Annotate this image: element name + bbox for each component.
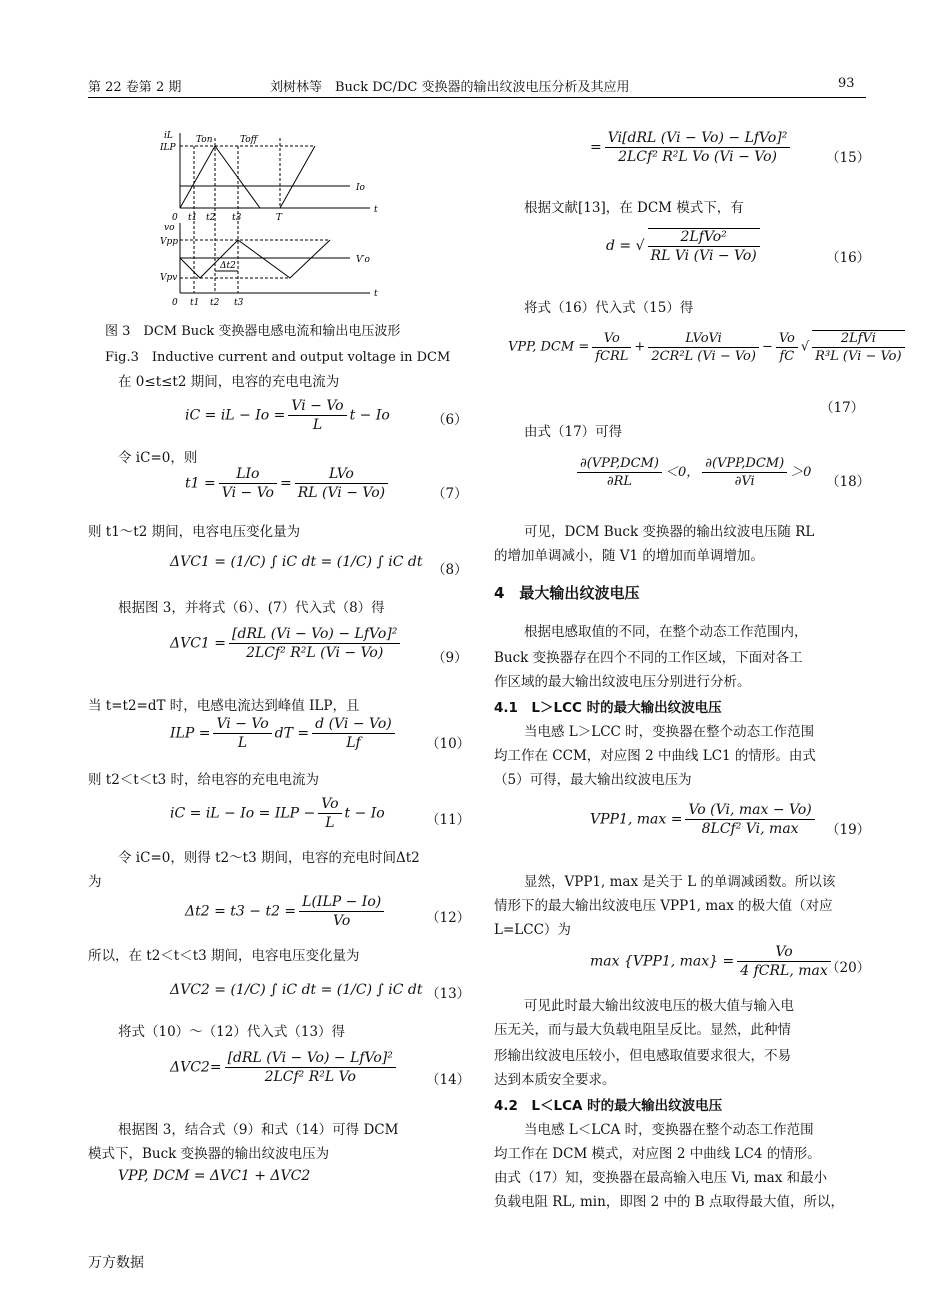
right-para-4: 可见，DCM Buck 变换器的输出纹波电压随 RL <box>524 524 815 540</box>
right-para-9b: 均工作在 DCM 模式，对应图 2 中曲线 LC4 的情形。 <box>494 1146 821 1162</box>
left-para-7b: 为 <box>88 874 102 890</box>
equation-number-11: （11） <box>426 812 471 828</box>
right-para-5b: Buck 变换器存在四个不同的工作区域，下面对各工 <box>494 650 803 666</box>
label-ILP: ILP <box>160 143 176 153</box>
right-para-6b: 均工作在 CCM，对应图 2 中曲线 LC1 的情形。由式 <box>494 748 816 764</box>
figure-3-waveforms <box>160 128 420 308</box>
equation-number-9: （9） <box>432 650 468 666</box>
equation-18: $\frac{\text{∂(VPP,DCM)}}{\partial RL}$ ＜0， $\frac{\text{∂(VPP,DCM)}}{\partial Vi}$ ＞0 <box>574 456 811 489</box>
equation-6: iC = iL − Io = $\frac{Vi - Vo}{L}$ t − Io <box>185 398 390 433</box>
equation-10: ILP = $\frac{Vi - Vo}{L}$ dT = $\frac{d (Vi - Vo)}{Lf}$ <box>170 716 398 751</box>
equation-16: d = √ $\frac{\text{2LfVo²}}{\text{RL Vi (Vi − Vo)}}$ <box>606 228 763 264</box>
right-para-8c: 形输出纹波电压较小，但电感取值要求很大，不易 <box>494 1048 791 1064</box>
label-t3-top: t3 <box>232 213 242 223</box>
right-para-4b: 的增加单调减小，随 V1 的增加而单调增加。 <box>494 548 764 564</box>
equation-number-17: （17） <box>820 400 865 416</box>
label-vo: vo <box>164 223 175 233</box>
page-number: 93 <box>838 76 855 91</box>
right-para-7b: 情形下的最大输出纹波电压 VPP1, max 的极大值（对应 <box>494 898 833 914</box>
label-t3-bottom: t3 <box>234 298 244 308</box>
equation-13: ΔVC2 = (1/C) ∫ iC dt = (1/C) ∫ iC dt <box>170 982 423 998</box>
left-para-4: 根据图 3，并将式（6）、(7）代入式（8）得 <box>118 600 385 616</box>
label-Vo-prime: V′o <box>356 255 370 265</box>
right-para-3: 由式（17）可得 <box>524 424 623 440</box>
section-4-2-heading: 4.2 L＜LCA 时的最大输出纹波电压 <box>494 1098 723 1114</box>
label-t1-bottom: t1 <box>190 298 200 308</box>
left-para-9: 将式（10）～（12）代入式（13）得 <box>118 1024 346 1040</box>
left-para-1: 在 0≤t≤t2 期间，电容的充电电流为 <box>118 374 340 390</box>
right-para-8: 可见此时最大输出纹波电压的极大值与输入电 <box>524 998 794 1014</box>
right-para-5c: 作区域的最大输出纹波电压分别进行分析。 <box>494 674 751 690</box>
label-t-top: t <box>374 205 378 215</box>
equation-number-16: （16） <box>826 250 871 266</box>
equation-12: Δt2 = t3 − t2 = $\frac{\text{L(ILP − Io)}}{Vo}$ <box>185 894 387 929</box>
equation-vpp-dcm: VPP, DCM = ΔVC1 + ΔVC2 <box>118 1168 311 1184</box>
figure-caption-en: Fig.3 Inductive current and output voltage in DCM <box>105 350 451 365</box>
label-t-bottom: t <box>374 289 378 299</box>
equation-7: t1 = $\frac{\text{LIo}}{Vi - Vo}$ = $\frac{\text{LVo}}{RL (Vi - Vo)}$ <box>185 466 391 501</box>
right-para-8b: 压无关，而与最大负载电阻呈反比。显然，此种情 <box>494 1022 791 1038</box>
equation-11: iC = iL − Io = ILP − $\frac{Vo}{L}$ t − Io <box>170 796 385 831</box>
section-4-1-heading: 4.1 L＞LCC 时的最大输出纹波电压 <box>494 700 722 716</box>
equation-number-7: （7） <box>432 486 468 502</box>
right-para-1: 根据文献[13]，在 DCM 模式下，有 <box>524 200 744 216</box>
label-Vpp: Vpp <box>160 237 179 247</box>
right-para-7c: L=LCC）为 <box>494 922 571 938</box>
equation-9: ΔVC1 = $\frac{\text{[dRL (Vi − Vo) − LfVo]²}}{\text{2LCf² R²L (Vi − Vo)}}$ <box>170 626 403 661</box>
journal-issue: 第 22 卷第 2 期 <box>88 80 182 95</box>
label-dt2: Δt2 <box>220 261 236 271</box>
equation-number-12: （12） <box>426 910 471 926</box>
right-para-9c: 由式（17）知，变换器在最高输入电压 Vi, max 和最小 <box>494 1170 828 1186</box>
right-para-9: 当电感 L＜LCA 时，变换器在整个动态工作范围 <box>524 1122 814 1138</box>
label-Toff: Toff <box>240 135 258 145</box>
running-title: 刘树林等 Buck DC/DC 变换器的输出纹波电压分析及其应用 <box>270 80 630 95</box>
label-t1-top: t1 <box>188 213 198 223</box>
figure-caption-cn: 图 3 DCM Buck 变换器电感电流和输出电压波形 <box>105 324 401 339</box>
right-para-9d: 负载电阻 RL, min，即图 2 中的 B 点取得最大值，所以， <box>494 1194 844 1210</box>
equation-number-8: （8） <box>432 562 468 578</box>
section-4-heading: 4 最大输出纹波电压 <box>494 584 640 602</box>
label-Io: Io <box>356 183 365 193</box>
right-para-6c: （5）可得，最大输出纹波电压为 <box>494 772 692 788</box>
label-iL: iL <box>164 131 173 141</box>
equation-14: ΔVC2= $\frac{\text{[dRL (Vi − Vo) − LfVo]²}}{\text{2LCf² R²L Vo}}$ <box>170 1050 399 1085</box>
label-T: T <box>276 213 283 223</box>
label-Ton: Ton <box>196 135 213 145</box>
equation-number-20: （20） <box>826 960 871 976</box>
left-para-5: 当 t=t2=dT 时，电感电流达到峰值 ILP，且 <box>88 698 360 714</box>
right-para-5: 根据电感取值的不同，在整个动态工作范围内， <box>524 624 808 640</box>
equation-number-6: （6） <box>432 412 468 428</box>
equation-15: = $\frac{\text{Vi[dRL (Vi − Vo) − LfVo]²}}{\text{2LCf² R²L Vo (Vi − Vo)}}$ <box>590 130 793 165</box>
right-para-7: 显然，VPP1, max 是关于 L 的单调减函数。所以该 <box>524 874 836 890</box>
equation-19: VPP1, max = $\frac{Vo (Vi, \max - Vo)}{\text{8LCf² Vi, max}}$ <box>590 802 818 837</box>
left-para-10b: 模式下，Buck 变换器的输出纹波电压为 <box>88 1146 330 1162</box>
equation-number-14: （14） <box>426 1072 471 1088</box>
right-para-6: 当电感 L＞LCC 时，变换器在整个动态工作范围 <box>524 724 815 740</box>
left-para-8: 所以，在 t2＜t＜t3 期间，电容电压变化量为 <box>88 948 360 964</box>
label-t2-bottom: t2 <box>210 298 220 308</box>
equation-number-15: （15） <box>826 150 871 166</box>
left-para-10: 根据图 3，结合式（9）和式（14）可得 DCM <box>118 1122 399 1138</box>
equation-number-19: （19） <box>826 822 871 838</box>
label-t2-top: t2 <box>206 213 216 223</box>
equation-20: max {VPP1, max} = $\frac{Vo}{\text{4 fCRL, max}}$ <box>590 944 834 979</box>
left-para-7: 令 iC=0，则得 t2～t3 期间，电容的充电时间Δt2 <box>118 850 420 866</box>
left-para-2: 令 iC=0，则 <box>118 450 198 466</box>
equation-number-13: （13） <box>426 986 471 1002</box>
label-zero-top: 0 <box>172 213 178 223</box>
left-para-6: 则 t2＜t＜t3 时，给电容的充电电流为 <box>88 772 320 788</box>
equation-8: ΔVC1 = (1/C) ∫ iC dt = (1/C) ∫ iC dt <box>170 554 423 570</box>
label-Vpv: Vpv <box>160 273 178 283</box>
label-zero-bottom: 0 <box>172 298 178 308</box>
left-para-3: 则 t1～t2 期间，电容电压变化量为 <box>88 524 301 540</box>
footer-watermark: 万方数据 <box>88 1255 144 1271</box>
right-para-8d: 达到本质安全要求。 <box>494 1072 616 1088</box>
equation-number-18: （18） <box>826 474 871 490</box>
right-para-2: 将式（16）代入式（15）得 <box>524 300 694 316</box>
equation-17: VPP, DCM = $\frac{Vo}{\text{fCRL}}$ + $\frac{\text{LVoVi}}{\text{2CR²L (Vi − Vo)}}$ − $\frac{Vo}{fC}$ √ $\frac{\text{2LfVi}}{\text{R³L (Vi − Vo)}}$ <box>508 330 908 364</box>
header-rule <box>88 97 866 98</box>
equation-number-10: （10） <box>426 736 471 752</box>
